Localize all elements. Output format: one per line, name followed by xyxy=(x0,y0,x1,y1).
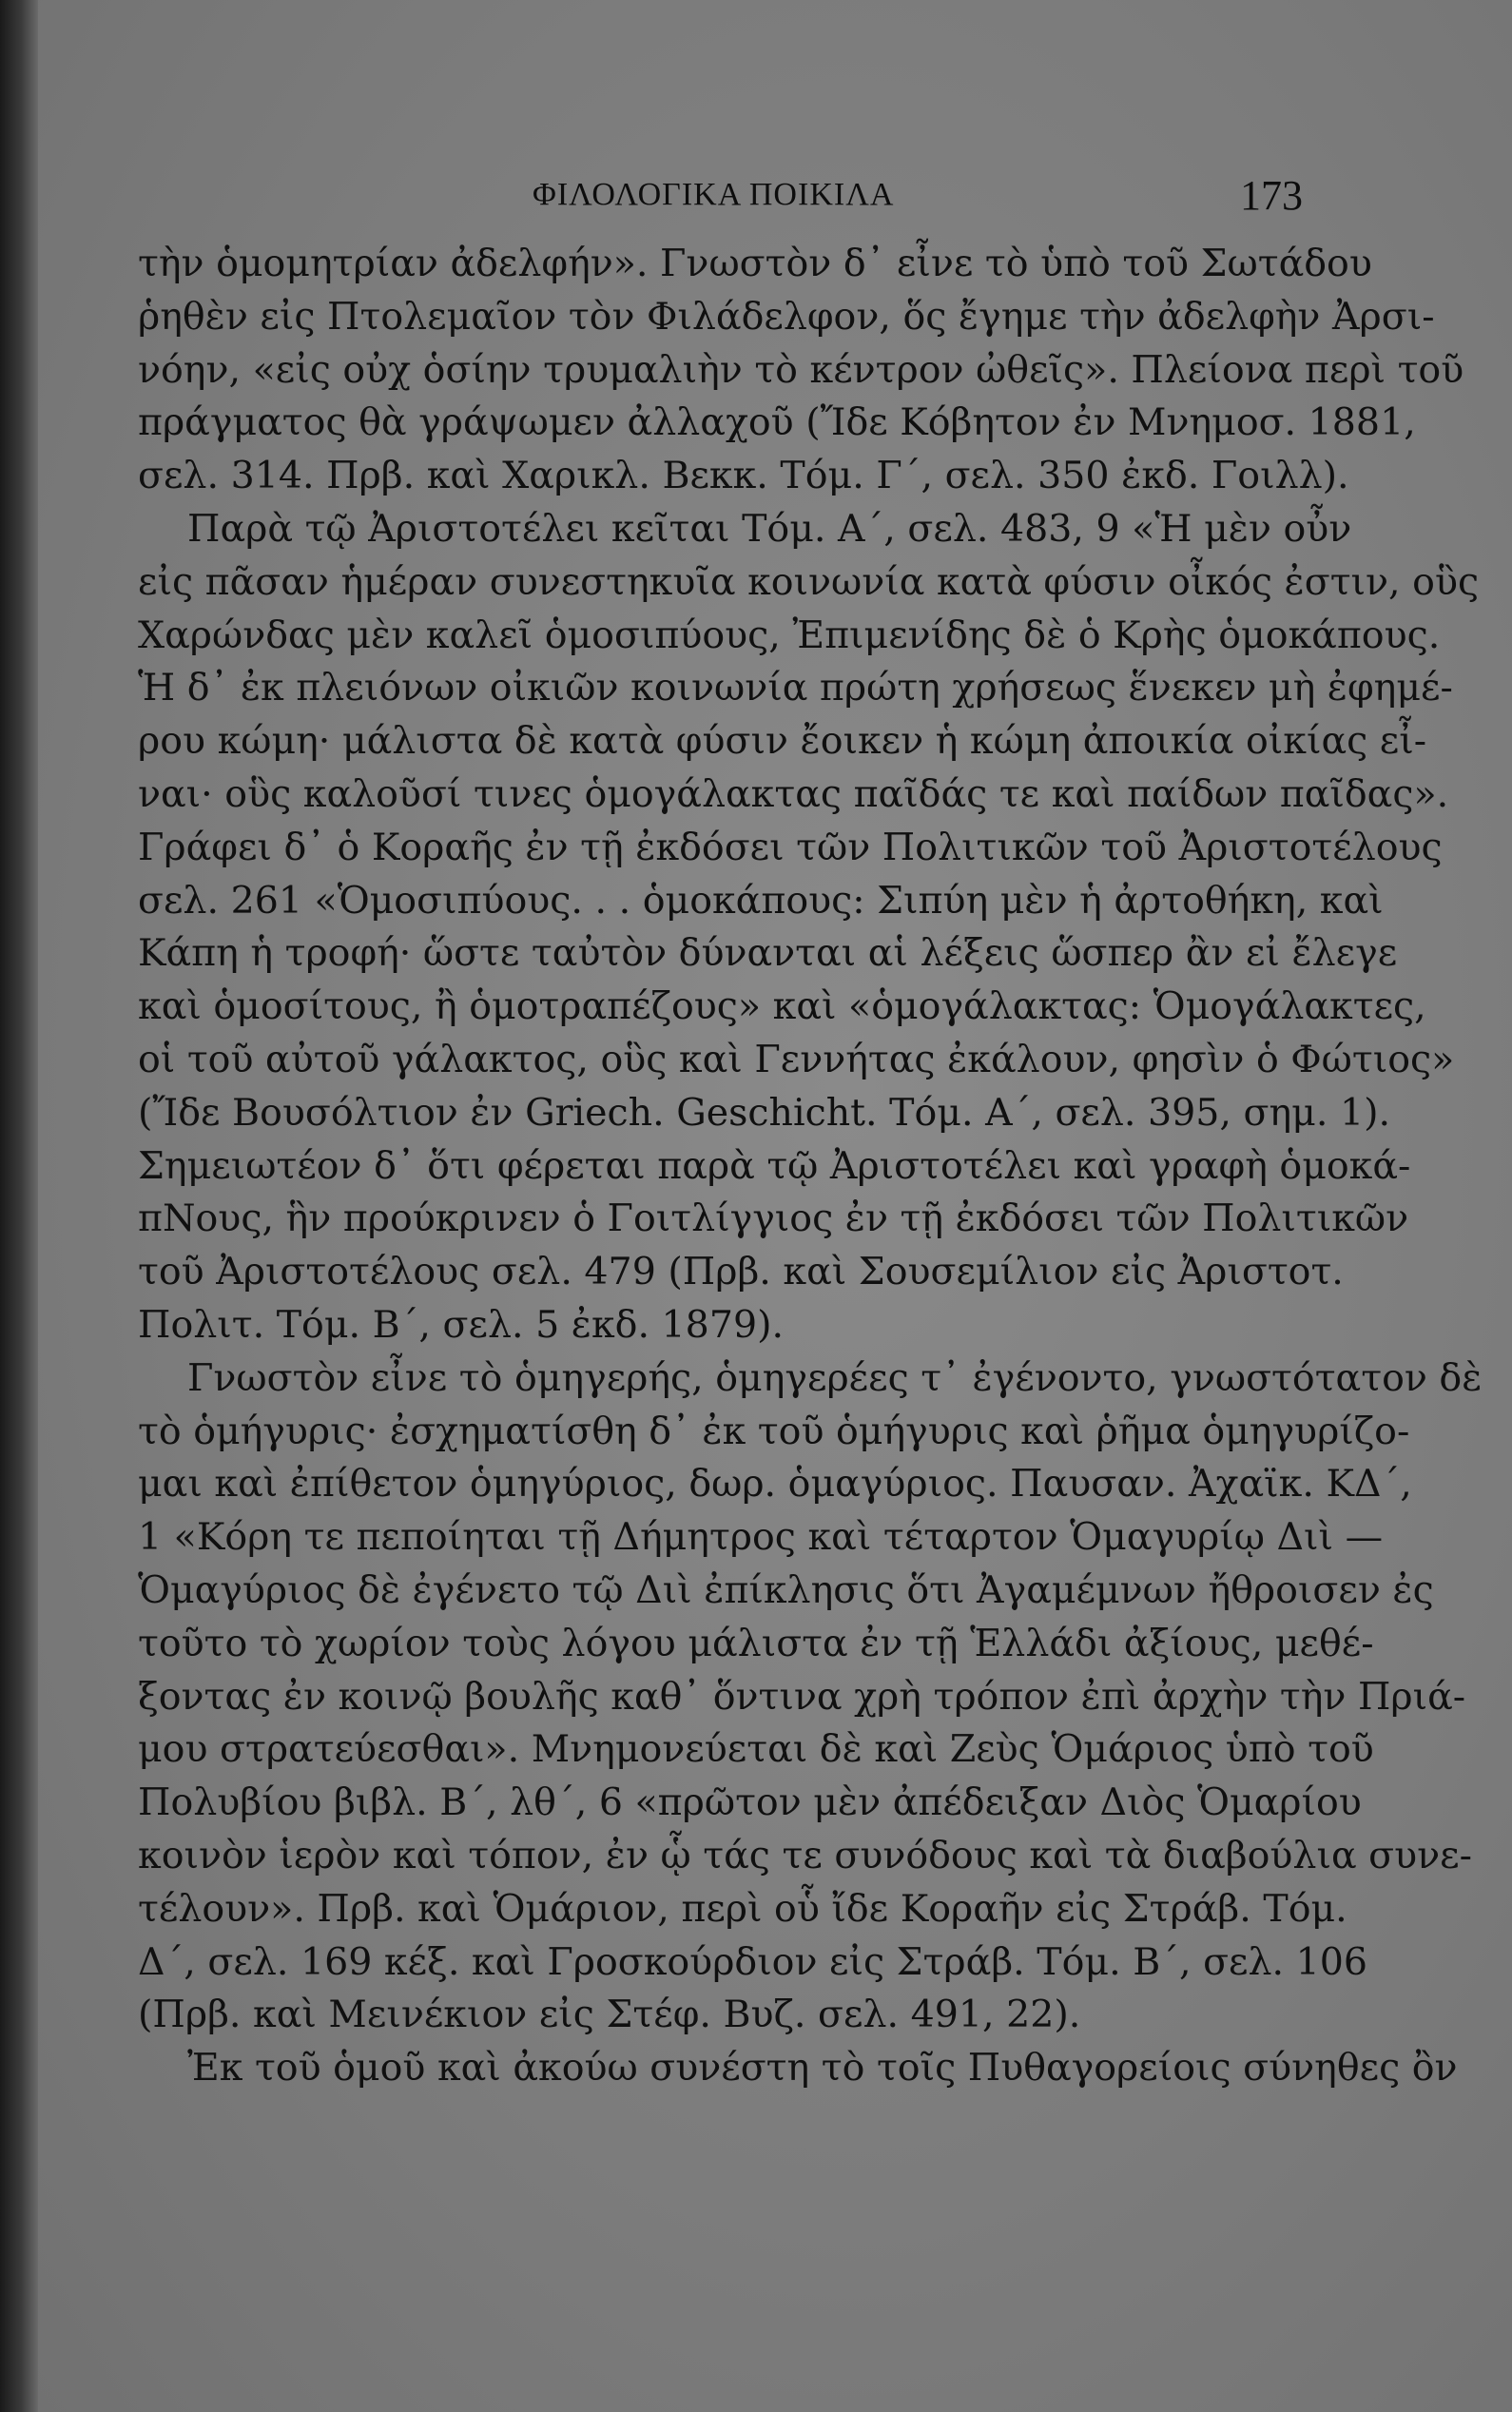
text-line: Δ΄, σελ. 169 κέξ. καὶ Γροσκούρδιον εἰς Στράβ. Τόμ. Β΄, σελ. 106 xyxy=(138,1939,1368,1984)
page-number: 173 xyxy=(1240,172,1303,219)
text-line: νόην, «εἰς οὐχ ὁσίην τρυμαλιὴν τὸ κέντρον ὠθεῖς». Πλείονα περὶ τοῦ xyxy=(138,347,1464,392)
text-line: μου στρατεύεσθαι». Μνημονεύεται δὲ καὶ Ζεὺς Ὁμάριος ὑπὸ τοῦ xyxy=(138,1727,1374,1772)
text-line: ναι· οὓς καλοῦσί τινες ὁμογάλακτας παῖδάς τε καὶ παίδων παῖδας». xyxy=(138,771,1449,816)
text-line: τοῦ Ἀριστοτέλους σελ. 479 (Πρβ. καὶ Σουσεμίλιον εἰς Ἀριστοτ. xyxy=(138,1250,1344,1294)
text-line: Ἡ δ᾽ ἐκ πλειόνων οἰκιῶν κοινωνία πρώτη χρήσεως ἕνεκεν μὴ ἐφημέ- xyxy=(138,666,1453,710)
text-line: Ἐκ τοῦ ὁμοῦ καὶ ἀκούω συνέστη τὸ τοῖς Πυθαγορείοις σύνηθες ὂν xyxy=(187,2046,1458,2091)
text-line: τέλουν». Πρβ. καὶ Ὁμάριον, περὶ οὗ ἴδε Κοραῆν εἰς Στράβ. Τόμ. xyxy=(138,1886,1347,1931)
text-line: καὶ ὁμοσίτους, ἢ ὁμοτραπέζους» καὶ «ὁμογάλακτας: Ὁμογάλακτες, xyxy=(138,984,1426,1029)
text-line: εἰς πᾶσαν ἡμέραν συνεστηκυῖα κοινωνία κατὰ φύσιν οἶκός ἐστιν, οὓς xyxy=(138,559,1480,604)
text-line: Κάπη ἡ τροφή· ὥστε ταὐτὸν δύνανται αἱ λέξεις ὥσπερ ἂν εἰ ἔλεγε xyxy=(138,931,1398,976)
text-line: κοινὸν ἱερὸν καὶ τόπον, ἐν ᾧ τάς τε συνόδους καὶ τὰ διαβούλια συνε- xyxy=(138,1833,1472,1877)
text-line: σελ. 314. Πρβ. καὶ Χαρικλ. Βεκκ. Τόμ. Γ΄, σελ. 350 ἐκδ. Γοιλλ). xyxy=(138,454,1349,498)
text-line: οἱ τοῦ αὐτοῦ γάλακτος, οὓς καὶ Γεννήτας ἐκάλουν, φησὶν ὁ Φώτιος» xyxy=(138,1037,1455,1081)
text-line: τὴν ὁμομητρίαν ἀδελφήν». Γνωστὸν δ᾽ εἶνε τὸ ὑπὸ τοῦ Σωτάδου xyxy=(138,242,1372,285)
text-line: Ὁμαγύριος δὲ ἐγένετο τῷ Διὶ ἐπίκλησις ὅτι Ἀγαμέμνων ἤθροισεν ἐς xyxy=(138,1567,1434,1612)
book-spine-shadow xyxy=(0,0,38,2412)
text-line: πΝους, ἣν προύκρινεν ὁ Γοιτλίγγιος ἐν τῇ ἐκδόσει τῶν Πολιτικῶν xyxy=(138,1196,1409,1241)
text-line: Γράφει δ᾽ ὁ Κοραῆς ἐν τῇ ἐκδόσει τῶν Πολιτικῶν τοῦ Ἀριστοτέλους xyxy=(138,825,1443,869)
text-line: ξοντας ἐν κοινῷ βουλῆς καθ᾽ ὅντινα χρὴ τρόπον ἐπὶ ἀρχὴν τὴν Πριά- xyxy=(138,1674,1466,1719)
page-header xyxy=(133,171,1303,228)
text-line: μαι καὶ ἐπίθετον ὁμηγύριος, δωρ. ὁμαγύριος. Παυσαν. Ἀχαϊκ. ΚΔ΄, xyxy=(138,1462,1412,1507)
text-line: (Ἴδε Βουσόλτιον ἐν Griech. Geschicht. Τόμ. Α΄, σελ. 395, σημ. 1). xyxy=(138,1090,1391,1135)
text-line: τοῦτο τὸ χωρίον τοὺς λόγου μάλιστα ἐν τῇ Ἑλλάδι ἀξίους, μεθέ- xyxy=(138,1621,1374,1665)
text-line: σελ. 261 «Ὁμοσιπύους. . . ὁμοκάπους: Σιπύη μὲν ἡ ἀρτοθήκη, καὶ xyxy=(138,878,1384,923)
text-line: 1 «Κόρη τε πεποίηται τῇ Δήμητρος καὶ τέταρτον Ὁμαγυρίῳ Διὶ — xyxy=(138,1515,1384,1560)
running-title: ΦΙΛΟΛΟΓΙΚΑ ΠΟΙΚΙΛΑ xyxy=(533,177,895,212)
text-line: Χαρώνδας μὲν καλεῖ ὁμοσιπύους, Ἐπιμενίδης δὲ ὁ Κρὴς ὁμοκάπους. xyxy=(138,613,1441,657)
text-line: ῥηθὲν εἰς Πτολεμαῖον τὸν Φιλάδελφον, ὅς ἔγημε τὴν ἀδελφὴν Ἀρσι- xyxy=(138,294,1435,339)
text-line: Γνωστὸν εἶνε τὸ ὁμηγερής, ὁμηγερέες τ᾽ ἐγένοντο, γνωστότατον δὲ xyxy=(187,1355,1483,1400)
body-text xyxy=(138,238,1483,2095)
text-line: Πολιτ. Τόμ. Β΄, σελ. 5 ἐκδ. 1879). xyxy=(138,1302,785,1347)
book-page xyxy=(38,0,1512,2412)
text-line: Παρὰ τῷ Ἀριστοτέλει κεῖται Τόμ. Α΄, σελ. 483, 9 «Ἡ μὲν οὖν xyxy=(187,506,1352,551)
text-line: Πολυβίου βιβλ. Β΄, λθ΄, 6 «πρῶτον μὲν ἀπέδειξαν Διὸς Ὁμαρίου xyxy=(138,1780,1362,1825)
text-line: Σημειωτέον δ᾽ ὅτι φέρεται παρὰ τῷ Ἀριστοτέλει καὶ γραφὴ ὁμοκά- xyxy=(138,1143,1411,1188)
text-line: ρου κώμη· μάλιστα δὲ κατὰ φύσιν ἔοικεν ἡ κώμη ἀποικία οἰκίας εἶ- xyxy=(138,719,1427,764)
text-line: τὸ ὁμήγυρις· ἐσχηματίσθη δ᾽ ἐκ τοῦ ὁμήγυρις καὶ ῥῆμα ὁμηγυρίζο- xyxy=(138,1409,1410,1453)
text-line: (Πρβ. καὶ Μεινέκιον εἰς Στέφ. Βυζ. σελ. 491, 22). xyxy=(138,1993,1081,2037)
text-line: πράγματος θὰ γράψωμεν ἀλλαχοῦ (Ἴδε Κόβητον ἐν Μνημοσ. 1881, xyxy=(138,400,1416,445)
